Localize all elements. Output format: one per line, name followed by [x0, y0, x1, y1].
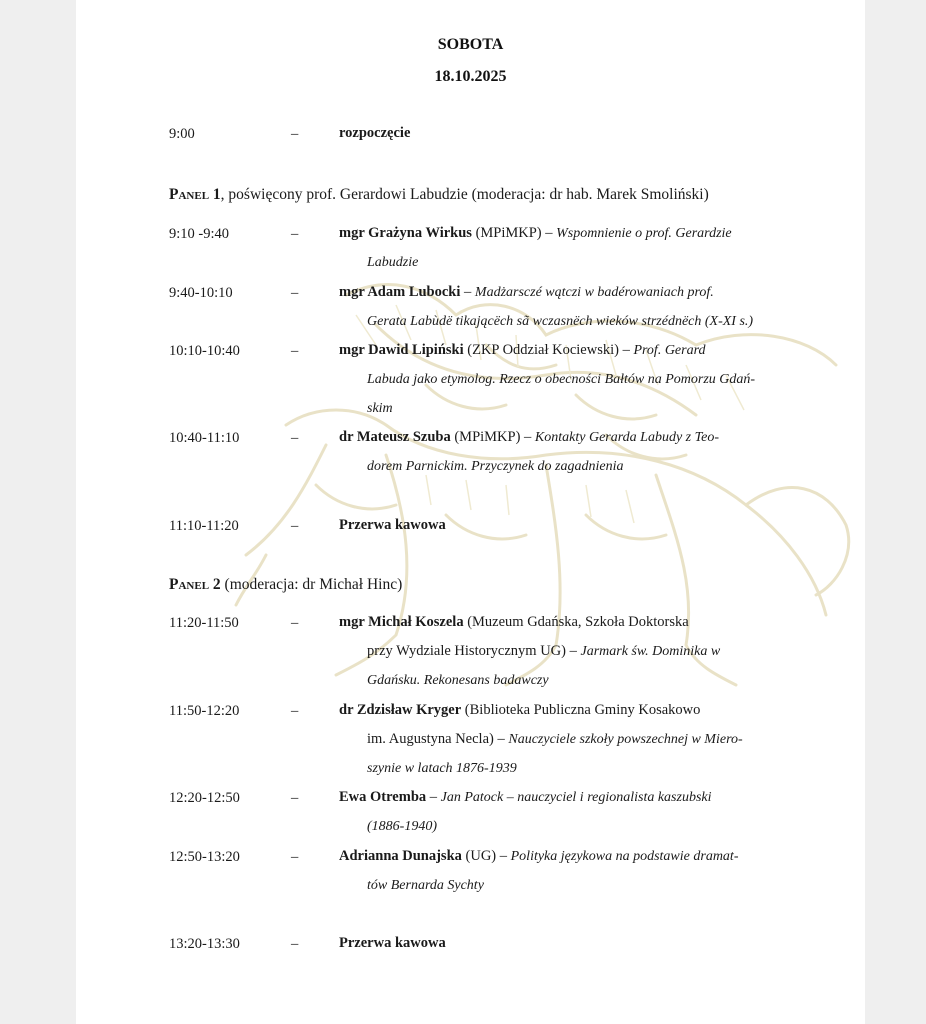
time-slot: 12:20-12:50 — [169, 790, 240, 806]
time-slot: 11:50-12:20 — [169, 703, 240, 719]
talk-title: Madżarsczé wątczi w badérowaniach prof. — [474, 285, 714, 300]
time-slot: 11:20-11:50 — [169, 615, 239, 631]
talk: mgr Grażyna Wirkus (MPiMKP) – Wspomnienie o prof. Gerardzie Labudzie — [339, 225, 732, 270]
talk: dr Zdzisław Kryger (Biblioteka Publiczna Gminy Kosakowo im. Augustyna Necla) – Nauczyciele szkoły powszechnej w Miero- szynie w latach 1876-1939 — [339, 702, 743, 776]
dash: – — [291, 430, 299, 446]
time-slot: 10:10-10:40 — [169, 343, 240, 359]
time-slot: 9:00 — [169, 126, 195, 142]
talk-title: Wspomnienie o prof. Gerardzie — [556, 226, 732, 241]
dash: – — [291, 226, 299, 242]
dash: – — [291, 285, 299, 301]
speaker-name: mgr Dawid Lipiński — [339, 342, 464, 358]
day-heading: SOBOTA — [437, 36, 504, 53]
speaker-name: mgr Adam Lubocki — [339, 284, 461, 300]
dash: – — [291, 703, 299, 719]
speaker-name: dr Zdzisław Kryger — [339, 702, 462, 718]
talk-title: Prof. Gerard — [633, 343, 706, 358]
document-page — [76, 0, 865, 1024]
speaker-name: Ewa Otremba — [339, 789, 427, 805]
dash: – — [291, 518, 299, 534]
time-slot: 9:40-10:10 — [169, 285, 233, 301]
time-slot: 11:10-11:20 — [169, 518, 239, 534]
talk-title: Jarmark św. Dominika w — [580, 644, 721, 659]
break-title: Przerwa kawowa — [339, 935, 446, 951]
time-slot: 12:50-13:20 — [169, 849, 240, 865]
time-slot: 9:10 -9:40 — [169, 226, 230, 242]
speaker-name: Adrianna Dunajska — [339, 848, 462, 864]
event-title: rozpoczęcie — [339, 125, 411, 141]
talk: Adrianna Dunajska (UG) – Polityka językowa na podstawie dramat- tów Bernarda Sychty — [339, 848, 739, 893]
dash: – — [291, 343, 299, 359]
talk-title: Nauczyciele szkoły powszechnej w Miero- — [508, 732, 743, 747]
dash: – — [291, 936, 299, 952]
talk-title: Kontakty Gerarda Labudy z Teo- — [534, 430, 719, 445]
time-slot: 13:20-13:30 — [169, 936, 240, 952]
talk-title: Polityka językowa na podstawie dramat- — [510, 849, 739, 864]
speaker-name: mgr Michał Koszela — [339, 614, 464, 630]
talk: mgr Adam Lubocki – Madżarsczé wątczi w badérowaniach prof. Gerata Labùdë tikającëch sã wczasnëch wieków strzédnëch (X-XI s.) — [339, 284, 754, 329]
date-heading: 18.10.2025 — [434, 68, 507, 85]
time-slot: 10:40-11:10 — [169, 430, 240, 446]
break-title: Przerwa kawowa — [339, 517, 446, 533]
panel-2-heading: Panel 2 (moderacja: dr Michał Hinc) — [169, 576, 403, 593]
dash: – — [291, 615, 299, 631]
dash: – — [291, 126, 299, 142]
talk: mgr Michał Koszela (Muzeum Gdańska, Szkoła Doktorska przy Wydziale Historycznym UG) – Jarmark św. Dominika w Gdańsku. Rekonesans badawczy — [339, 614, 721, 688]
speaker-name: mgr Grażyna Wirkus — [339, 225, 472, 241]
dash: – — [291, 790, 299, 806]
speaker-name: dr Mateusz Szuba — [339, 429, 451, 445]
panel-1-heading: Panel 1, poświęcony prof. Gerardowi Labudzie (moderacja: dr hab. Marek Smoliński) — [169, 186, 709, 203]
dash: – — [291, 849, 299, 865]
talk: dr Mateusz Szuba (MPiMKP) – Kontakty Gerarda Labudy z Teo- dorem Parnickim. Przyczynek do zagadnienia — [339, 429, 719, 474]
talk: Ewa Otremba – Jan Patock – nauczyciel i regionalista kaszubski (1886-1940) — [339, 789, 712, 834]
talk-title: Jan Patock – nauczyciel i regionalista kaszubski — [440, 790, 712, 805]
talk: mgr Dawid Lipiński (ZKP Oddział Kociewski) – Prof. Gerard Labuda jako etymolog. Rzecz o obecności Bałtów na Pomorzu Gdań- skim — [339, 342, 756, 416]
